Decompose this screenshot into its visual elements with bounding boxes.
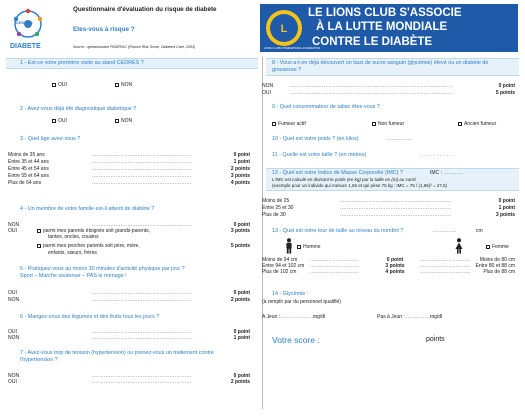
q5-non-label: NON [8,297,20,303]
q3-row-dots: ........................................................... [92,166,192,172]
q5-non-dots: ........................................................... [92,297,192,303]
cedres-logo [8,4,48,52]
q12-imc-blank[interactable]: ........... [445,170,464,176]
question-3-title: 3 - Quel âge avez-vous ? [20,136,81,142]
q6-oui-dots: ........................................................... [92,329,192,335]
q5-non-points: 2 points [230,297,250,303]
question-8-title: 8 - Vous a-t-on déjà découvert un taux de sucre sanguin (glycémie) élevé ou un diabète de [272,60,489,66]
q1-non-option[interactable]: NON [115,82,132,88]
q3-row-label: Entre 45 et 54 ans [8,166,49,172]
q4-oui-label: OUI [8,228,17,234]
q6-non-label: NON [8,335,20,341]
q4-non-points: 0 point [233,222,250,228]
man-icon [284,238,294,254]
q7-oui-dots: ........................................................... [92,379,192,385]
q12-row-points: 0 point [498,198,515,204]
question-12-title: 12 - Quel est votre Indice de Masse Corporelle (IMC) ? [272,170,403,176]
q13-row-dots-right: .............................. [420,269,471,275]
q6-oui-label: OUI [8,329,17,335]
q14-pasajeun-blank[interactable]: ............... [406,314,432,320]
q6-non-dots: ........................................................... [92,335,192,341]
q12-row-dots: .................................................................. [340,212,452,218]
q13-waist-blank[interactable]: .............. [433,228,457,234]
q4-opt2-checkbox[interactable] [37,244,41,248]
q4-opt1-checkbox[interactable] [37,229,41,233]
q13-row-points: 4 points [385,269,405,275]
score-unit: points [426,336,445,343]
q5-oui-points: 0 point [233,290,250,296]
lions-banner [260,4,518,52]
q14-ajeun-unit: mg/dl [313,314,326,320]
q2-oui-option[interactable]: OUI [52,118,67,124]
q7-non-label: NON [8,373,20,379]
q9-fumeur-actif-checkbox[interactable] [272,122,276,126]
q3-row-points: 3 points [230,173,250,179]
q9-fumeur-actif-option[interactable]: Fumeur actif [272,121,306,127]
q3-row-label: Entre 35 et 44 ans [8,159,49,165]
q12-row-label: Moins de 25 [262,198,290,204]
logo-text: DIABETE [10,43,41,50]
q4-non-dots: ........................................................... [92,222,192,228]
q7-oui-points: 2 points [230,379,250,385]
q12-note-1: L'IMC est calculé en divisant le poids (en kg) par la taille en (m) au carré [272,177,416,182]
q9-ancien-fumeur-checkbox[interactable] [458,122,462,126]
q4-opt2-option[interactable]: parmi mes proches parents soit père, mère, [37,243,140,249]
q3-row-points: 2 points [230,166,250,172]
q12-row-dots: .................................................................. [340,198,452,204]
q14-pasajeun-unit: mg/dl [430,314,443,320]
q1-non-checkbox[interactable] [115,83,119,87]
q12-row-label: Plus de 30 [262,212,286,218]
question-8-title-cont: grossesse ? [272,67,302,73]
q8-oui-points: 5 points [495,90,515,96]
q14-pasajeun-label: Pas à Jeun : [377,314,405,320]
q13-row-femme: Moins de 80 cm [479,257,515,263]
q3-row-label: Moins de 35 ans [8,152,45,158]
question-10-title: 10 - Quel est votre poids ? (en kilos) [272,136,359,142]
source-text: Source : questionnaire FINDRISC (Finnish Risk Score, Diabetes Care, 2003) [73,45,196,49]
q13-unit: cm [476,228,483,234]
q7-non-dots: ........................................................... [92,373,192,379]
question-7-title-cont: l'hypertension ? [20,357,58,363]
question-11-title: 11 - Quelle est votre taille ? (en mètres) [272,152,367,158]
q12-note-2: (exemple pour un individu qui mesure 1,65 et qui pèse 75 kg : IMC = 75 / (1,65)² = 27,5) [272,183,448,188]
q5-oui-label: OUI [8,290,17,296]
q6-oui-points: 0 point [233,329,250,335]
q13-row-dots-right: .............................. [420,263,471,269]
q3-row-label: Entre 55 et 64 ans [8,173,49,179]
q13-row-dots-left: ............................. [310,269,359,275]
svg-text:L: L [280,23,288,35]
q13-row-dots-left: ............................. [310,263,359,269]
q1-oui-checkbox[interactable] [52,83,56,87]
q3-row-label: Plus de 64 ans [8,180,42,186]
q6-non-points: 1 point [233,335,250,341]
score-label: Votre score : [272,335,320,345]
q1-oui-option[interactable]: OUI [52,82,67,88]
q3-row-dots: ........................................................... [92,173,192,179]
q8-non-dots: ................................................................................................ [290,83,453,89]
q8-oui-label: OUI [262,90,271,96]
question-6-title: 6 - Mangez-vous des légumes et des fruits tous les jours ? [20,314,160,320]
q4-opt1-option[interactable]: parmi mes parents éloignés soit grands-parents, [37,228,150,234]
q13-row-dots-left: ............................. [310,257,359,263]
q13-row-homme: Moins de 94 cm [262,257,298,263]
q13-femme-option[interactable]: Femme [486,244,509,250]
q4-opt2-cont: enfants, sœurs, frères [48,250,97,256]
q7-non-points: 0 point [233,373,250,379]
q9-ancien-fumeur-option[interactable]: Ancien fumeur [458,121,496,127]
q9-non-fumeur-option[interactable]: Non fumeur [372,121,404,127]
lions-logo-icon [264,8,304,48]
q3-row-dots: ........................................................... [92,159,192,165]
woman-icon [454,238,464,254]
question-2-title: 2 - Avez-vous déjà été diagnostiqué diabétique ? [20,106,137,112]
q3-row-points: 0 point [233,152,250,158]
q5-oui-dots: ........................................................... [92,290,192,296]
q3-row-dots: ........................................................... [92,152,192,158]
q12-row-dots: .................................................................. [340,205,452,211]
question-5-title: 5 - Pratiquez-vous au moins 30 minutes d'activité physique par jour ? [20,266,185,272]
q4-non-label: NON [8,222,20,228]
q9-non-fumeur-checkbox[interactable] [372,122,376,126]
q12-row-points: 1 point [498,205,515,211]
logo-top-text: CEDRES [16,20,33,25]
q2-non-option[interactable]: NON [115,118,132,124]
banner-line-3: CONTRE LE DIABÈTE [312,36,433,48]
banner-line-1: LE LIONS CLUB S'ASSOCIE [308,7,462,19]
q8-non-label: NON [262,83,274,89]
question-14-title: 14 - Glycémie : [272,291,309,297]
q13-row-points: 0 point [386,257,404,263]
q2-non-checkbox[interactable] [115,119,119,123]
q13-row-points: 3 points [385,263,405,269]
question-5-subtitle: Sport – Marche soutenue – PAS le ménage ! [20,273,127,279]
q12-imc-label: IMC : [430,170,442,176]
q13-row-homme: Entre 94 et 102 cm [262,263,305,269]
q4-opt1-points: 3 points [230,228,250,234]
q13-row-femme: Entre 80 et 88 cm [475,263,515,269]
banner-small-text: LIONS CLUBS INTERNATIONAL FOUNDATION [264,47,321,50]
q13-homme-checkbox[interactable] [297,245,301,249]
q8-oui-dots: ................................................................................................ [290,90,453,96]
q2-oui-checkbox[interactable] [52,119,56,123]
q8-non-points: 0 point [498,83,515,89]
question-1-title: 1 - Est-ce votre première visite au stand CEDRES ? [20,60,144,66]
q14-ajeun-blank[interactable]: ..................... [280,314,316,320]
q12-row-points: 3 points [495,212,515,218]
question-4-title: 4 - Un membre de votre famille est-il atteint de diabète ? [20,206,155,212]
q14-ajeun-label: A Jeun : [262,314,281,320]
column-divider [262,57,263,409]
q3-row-points: 1 point [233,159,250,165]
q11-height-blank[interactable]: . . . . . . , . . . . [420,152,456,158]
q10-weight-blank[interactable]: ............... [387,136,413,142]
q3-row-points: 4 points [230,180,250,186]
question-9-title: 9 - Quel consommateur de tabac êtes-vous ? [272,104,380,110]
q4-opt1-cont: tantes, oncles, cousins [48,234,99,240]
q13-row-homme: Plus de 102 cm [262,269,297,275]
q13-row-dots-right: .............................. [420,257,471,263]
q14-subtitle: (à remplir par du personnel qualifié) [262,299,341,305]
question-13-title: 13 - Quel est votre tour de taille au niveau du nombril ? [272,228,404,234]
question-7-title: 7 - Avez-vous trop de tension (hypertension) ou prenez-vous un traitement contre [20,350,214,356]
page-subtitle: Etes-vous à risque ? [73,26,135,33]
banner-line-2: À LA LUTTE MONDIALE [316,21,448,33]
q12-row-label: Entre 25 et 30 [262,205,294,211]
q13-homme-option[interactable]: Homme [297,244,321,250]
q7-oui-label: OUI [8,379,17,385]
q13-femme-checkbox[interactable] [486,245,490,249]
page-title: Questionnaire d'évaluation du risque de diabète [73,6,217,13]
q3-row-dots: ........................................................... [92,180,192,186]
q13-row-femme: Plus de 88 cm [483,269,515,275]
q4-opt2-points: 5 points [230,243,250,249]
